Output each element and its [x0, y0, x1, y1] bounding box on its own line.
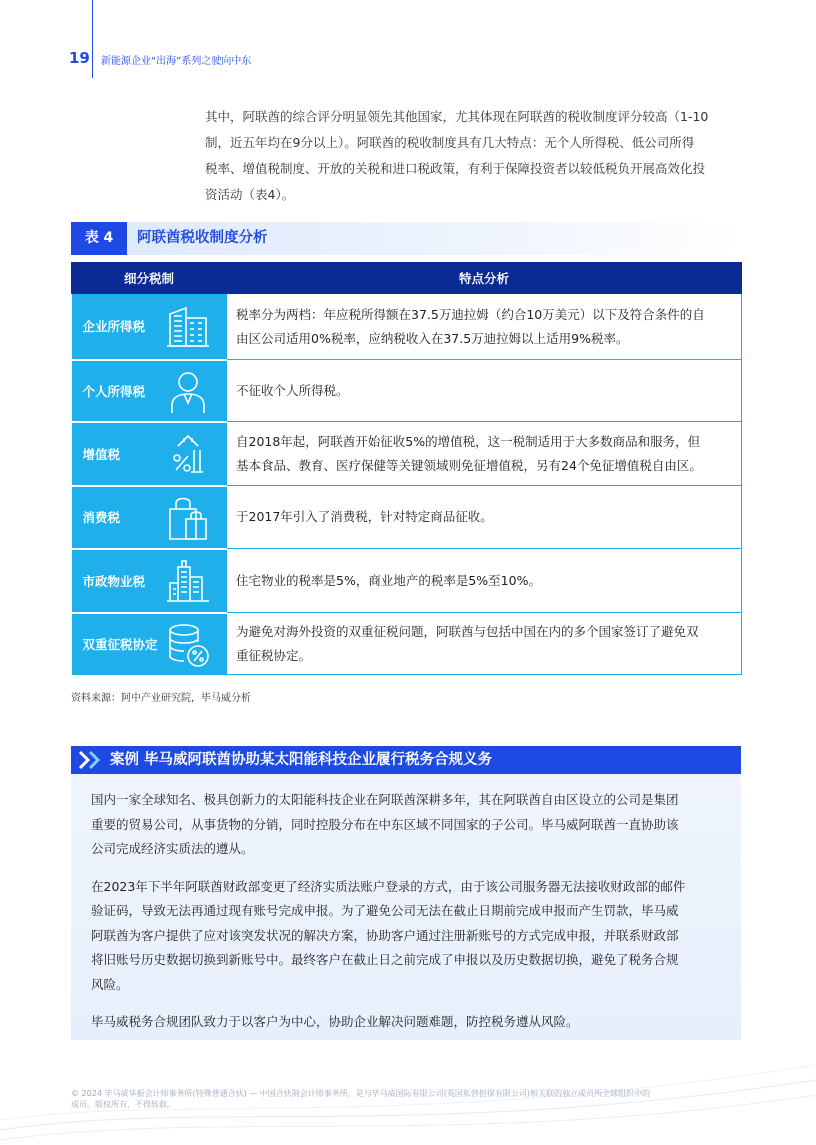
analysis-line: 重征税协定。 — [236, 647, 312, 663]
table-row — [72, 549, 742, 613]
row-category-cell — [72, 360, 227, 422]
city-buildings-icon — [164, 557, 212, 605]
table-row — [72, 613, 742, 675]
copyright-footer — [71, 1088, 751, 1110]
table-row — [72, 422, 742, 486]
table-number-tag: 表 4 — [71, 222, 127, 255]
header-divider — [92, 0, 93, 78]
case-paragraph — [91, 788, 731, 862]
table-row — [72, 294, 742, 360]
table-header-row — [72, 263, 742, 294]
column-header-analysis: 特点分析 — [227, 263, 742, 294]
intro-line: 其中，阿联酋的综合评分明显领先其他国家，尤其体现在阿联酋的税收制度评分较高（1-10 — [205, 109, 709, 124]
intro-line: 资活动（表4）。 — [205, 187, 295, 202]
case-line: 风险。 — [91, 976, 129, 992]
percent-up-arrow-icon — [164, 430, 212, 478]
case-line: 公司完成经济实质法的遵从。 — [91, 841, 254, 856]
tax-system-table — [71, 262, 742, 675]
row-category-label: 增值税 — [82, 446, 121, 462]
analysis-line: 于2017年引入了消费税，针对特定商品征收。 — [236, 509, 493, 524]
row-category-label: 市政物业税 — [82, 573, 146, 589]
case-line: 国内一家全球知名、极具创新力的太阳能科技企业在阿联酋深耕多年，其在阿联酋自由区设立的公司是集团 — [91, 792, 679, 807]
series-title: 新能源企业“出海”系列之驶向中东 — [101, 56, 252, 67]
footer-line: 成员。版权所有，不得转载。 — [71, 1100, 175, 1109]
row-category-label: 消费税 — [82, 510, 121, 525]
analysis-line: 住宅物业的税率是5%，商业地产的税率是5%至10%。 — [236, 572, 541, 588]
case-body — [91, 788, 731, 1048]
table-row — [72, 360, 742, 422]
column-header-category: 细分税制 — [72, 263, 227, 294]
double-chevron-icon — [78, 750, 104, 770]
intro-line: 制，近五年均在9分以上）。阿联酋的税收制度具有几大特点：无个人所得税、低公司所得 — [205, 135, 695, 150]
row-analysis-cell — [227, 422, 742, 486]
case-line: 验证码，导致无法再通过现有账号完成申报。为了避免公司无法在截止日期前完成申报而产生罚款，毕马威 — [91, 903, 679, 918]
case-line: 阿联酋为客户提供了应对该突发状况的解决方案，协助客户通过注册新账号的方式完成申报，并联系财政部 — [91, 927, 679, 943]
case-line: 毕马威税务合规团队致力于以客户为中心，协助企业解决问题难题，防控税务遵从风险。 — [91, 1014, 579, 1029]
row-analysis-cell — [227, 486, 742, 549]
analysis-line: 不征收个人所得税。 — [236, 382, 349, 398]
analysis-line: 基本食品、教育、医疗保健等关键领域则免征增值税，另有24个免征增值税自由区。 — [236, 457, 702, 473]
shopping-bag-icon — [164, 493, 212, 541]
table-row — [72, 486, 742, 549]
row-analysis-cell — [227, 294, 742, 360]
row-category-cell — [72, 294, 227, 360]
table-title: 阿联酋税收制度分析 — [137, 230, 268, 246]
row-category-label: 双重征税协定 — [82, 637, 158, 652]
analysis-line: 税率分为两档：年应税所得额在37.5万迪拉姆（约合10万美元）以下及符合条件的自 — [236, 306, 705, 322]
analysis-line: 由区公司适用0%税率，应纳税收入在37.5万迪拉姆以上适用9%税率。 — [236, 330, 629, 346]
case-paragraph — [91, 1010, 731, 1035]
intro-paragraph — [205, 104, 745, 208]
person-icon — [164, 367, 212, 415]
intro-line: 税率、增值税制度、开放的关税和进口税政策，有利于保障投资者以较低税负开展高效化投 — [205, 161, 706, 176]
analysis-line: 自2018年起，阿联酋开始征收5%的增值税，这一税制适用于大多数商品和服务，但 — [236, 433, 701, 449]
row-analysis-cell — [227, 613, 742, 675]
row-category-cell — [72, 613, 227, 675]
office-building-icon — [164, 302, 212, 350]
case-line: 在2023年下半年阿联酋财政部变更了经济实质法账户登录的方式，由于该公司服务器无法接收财政部的邮件 — [91, 878, 686, 894]
case-title: 案例 毕马威阿联酋协助某太阳能科技企业履行税务合规义务 — [110, 752, 493, 768]
row-analysis-cell — [227, 360, 742, 422]
analysis-line: 为避免对海外投资的双重征税问题，阿联酋与包括中国在内的多个国家签订了避免双 — [236, 623, 699, 639]
row-category-cell — [72, 549, 227, 613]
row-category-cell — [72, 486, 227, 549]
footer-line: © 2024 毕马威华振会计师事务所(特殊普通合伙) — 中国合伙制会计师事务所，是与毕马威国际有限公司(英国私营担保有限公司)相关联的独立成员所全球组织中的 — [71, 1089, 651, 1098]
row-category-cell — [72, 422, 227, 486]
case-line: 将旧账号历史数据切换到新账号中。最终客户在截止日之前完成了申报以及历史数据切换，避免了税务合规 — [91, 952, 679, 967]
row-category-label: 企业所得税 — [82, 319, 146, 335]
row-analysis-cell — [227, 549, 742, 613]
table-source-note: 资料来源：阿中产业研究院，毕马威分析 — [71, 693, 251, 704]
row-category-label: 个人所得税 — [82, 383, 146, 399]
case-line: 重要的贸易公司，从事货物的分销，同时控股分布在中东区域不同国家的子公司。毕马威阿联酋一直协助该 — [91, 816, 679, 832]
page-number: 19 — [69, 49, 90, 67]
coin-stack-percent-icon — [164, 620, 212, 668]
case-paragraph — [91, 875, 731, 998]
